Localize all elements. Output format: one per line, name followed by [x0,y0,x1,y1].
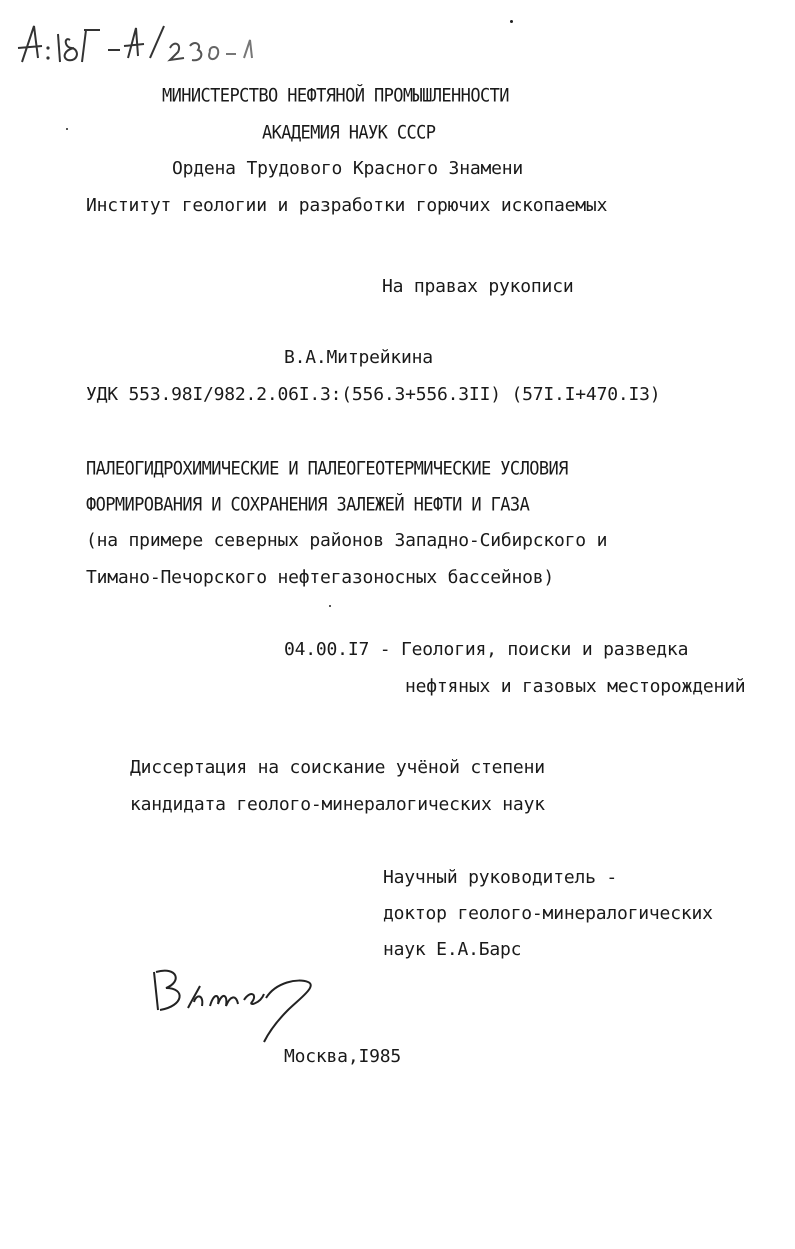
scan-speck [510,20,513,23]
title-line-3: (на примере северных районов Западно-Сибирского и [86,530,608,551]
supervisor-line-1: Научный руководитель - [383,867,618,888]
manuscript-rights: На правах рукописи [382,276,574,297]
supervisor-line-2: доктор геолого-минералогических [383,903,713,924]
institute-heading: Институт геологии и разработки горючих ископаемых [86,195,608,216]
order-heading: Ордена Трудового Красного Знамени [172,158,524,179]
dissertation-line-1: Диссертация на соискание учёной степени [130,757,545,778]
scan-speck [329,605,331,607]
specialty-line-2: нефтяных и газовых месторождений [405,676,746,697]
place-and-year: Москва,I985 [284,1046,402,1067]
handwritten-archive-note [8,18,268,82]
author-name: В.А.Митрейкина [284,347,433,368]
author-signature [148,960,338,1054]
dissertation-line-2: кандидата геолого-минералогических наук [130,794,545,815]
academy-heading: АКАДЕМИЯ НАУК СССР [262,122,436,144]
udc-code: УДК 553.98I/982.2.06I.3:(556.3+556.3II) (57I.I+470.I3) [86,384,661,405]
title-line-2: ФОРМИРОВАНИЯ И СОХРАНЕНИЯ ЗАЛЕЖЕЙ НЕФТИ И ГАЗА [86,494,530,516]
supervisor-line-3: наук Е.А.Барс [383,939,522,960]
title-line-1: ПАЛЕОГИДРОХИМИЧЕСКИЕ И ПАЛЕОГЕОТЕРМИЧЕСКИЕ УСЛОВИЯ [86,458,568,480]
specialty-line-1: 04.00.I7 - Геология, поиски и разведка [284,639,689,660]
scan-speck [66,128,68,130]
ministry-heading: МИНИСТЕРСТВО НЕФТЯНОЙ ПРОМЫШЛЕННОСТИ [162,85,509,107]
title-line-4: Тимано-Печорского нефтегазоносных бассейнов) [86,567,555,588]
